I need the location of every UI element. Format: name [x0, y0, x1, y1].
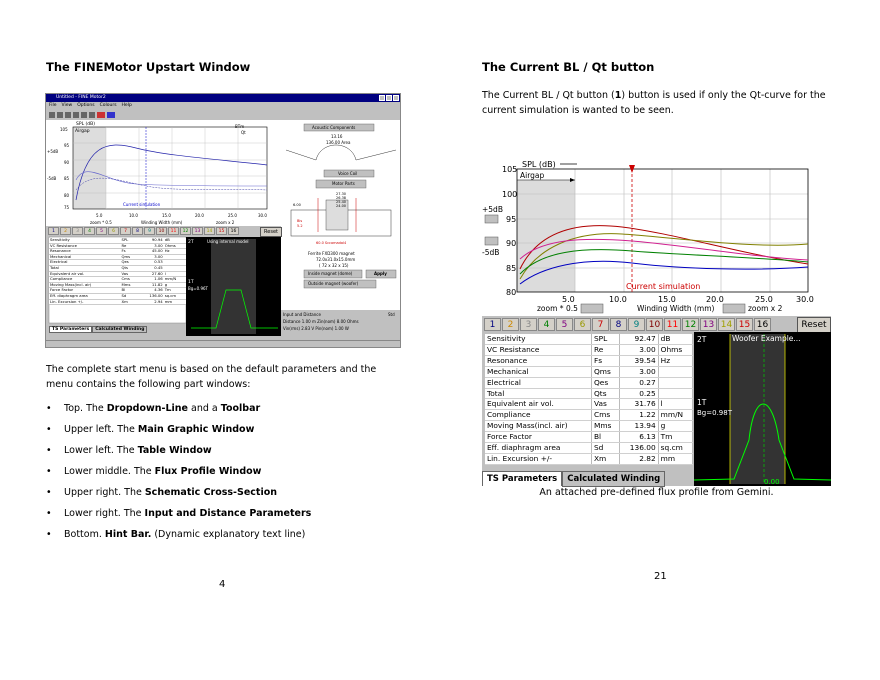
menu-file: File [49, 103, 57, 108]
mini-airgap-label: Airgap [75, 129, 90, 134]
x-tick-30: 30.0 [796, 295, 814, 304]
table-cell: Qms [591, 366, 619, 377]
zoom-double-label: zoom x 2 [748, 304, 783, 313]
mini-x-tick-6: 30.0 [258, 213, 267, 218]
table-cell: Cms [120, 277, 138, 283]
table-cell: Vas [120, 271, 138, 277]
table-cell: mm/N [658, 410, 692, 421]
mini-apply: Apply [374, 271, 387, 276]
table-cell: Sd [120, 293, 138, 299]
table-cell: Moving Mass(incl. air) [49, 282, 120, 288]
part-windows-list [46, 398, 416, 545]
table-row [485, 366, 693, 377]
bullet-text: Upper right. The [64, 487, 145, 498]
mini-number-bar [48, 227, 239, 235]
mini-legend-btm: BTm [235, 124, 245, 129]
table-cell: Bl [591, 432, 619, 443]
screenshot-toolbar [46, 110, 400, 120]
bullet-bold: Flux Profile Window [154, 466, 262, 477]
plus5db-button[interactable] [485, 215, 498, 223]
mini-y-tick-5: 80 [64, 193, 70, 198]
table-cell: Compliance [49, 277, 120, 283]
table-cell: Hz [658, 355, 692, 366]
flux-bottom-label: 0.00 [764, 478, 780, 486]
table-cell: Sensitivity [485, 334, 591, 344]
table-row [485, 432, 693, 443]
mini-x-tick-1: 5.0 [96, 213, 103, 218]
mini-flux-1t: 1T [188, 280, 194, 285]
bullet-bold: Hint Bar. [104, 529, 152, 540]
curve-number-button[interactable]: 15 [736, 318, 753, 331]
minus5db-label: -5dB [482, 248, 500, 257]
mini-legend-qt: Qt [241, 130, 246, 135]
plus5db-label: +5dB [482, 205, 503, 214]
table-cell: Cms [591, 410, 619, 421]
mini-dim-top: 13.16 [331, 134, 343, 139]
table-cell: Tm [658, 432, 692, 443]
table-cell: l [164, 271, 186, 277]
part-window-item [46, 524, 416, 545]
curve-number-button[interactable]: 7 [592, 318, 609, 331]
curve-number-button[interactable]: 5 [556, 318, 573, 331]
table-cell: l [658, 399, 692, 410]
bullet-text: Top. The [64, 403, 107, 414]
y-tick-95: 95 [506, 215, 517, 224]
table-cell: Ohms [164, 243, 186, 249]
part-window-item [46, 440, 416, 461]
mini-dim-left: 6.00 [293, 203, 301, 207]
table-cell: 0.45 [139, 265, 164, 271]
mini-red-2: 5.2 [297, 224, 303, 228]
table-cell: 13.94 [620, 421, 659, 432]
curve-number-button[interactable]: 2 [502, 318, 519, 331]
mini-number-button: 13 [192, 227, 203, 235]
finemotor-screenshot [45, 93, 401, 348]
mini-number-button: 15 [216, 227, 227, 235]
mini-distance: Distance 1.00 m Zin(nom) 8.00 Ohms [283, 319, 359, 324]
mini-voice-coil-btn: Voice Coil [338, 171, 358, 176]
mini-flux-bg: Bg=0.96T [188, 286, 208, 291]
mini-dim-3: 25.40 [336, 200, 347, 204]
table-cell: Fs [591, 355, 619, 366]
ts-table [485, 334, 693, 465]
y-tick-90: 90 [506, 239, 517, 248]
table-cell: 3.00 [620, 366, 659, 377]
curve-number-button[interactable]: 1 [484, 318, 501, 331]
mini-minus5: -5dB [47, 176, 57, 181]
mini-vin: Vin(rms) 2.83 V Pin(nom) 1.00 W [283, 326, 349, 331]
menu-help: Help [121, 103, 132, 108]
mini-zoom-right: zoom x 2 [216, 220, 235, 225]
table-cell: Qms [120, 254, 138, 260]
table-row [49, 299, 186, 305]
spl-graph-window [482, 159, 831, 316]
mini-x-tick-4: 20.0 [195, 213, 204, 218]
current-sim-label: Current simulation [626, 282, 701, 291]
y-tick-100: 100 [502, 190, 518, 199]
mini-y-tick-1: 105 [60, 127, 68, 132]
mini-x-tick-5: 25.0 [228, 213, 237, 218]
table-cell: sq.cm [164, 293, 186, 299]
table-cell: Mechanical [49, 254, 120, 260]
left-page-number: 4 [219, 579, 226, 590]
table-cell: Sensitivity [49, 238, 120, 243]
mini-ts-table [49, 238, 186, 305]
right-paragraph [482, 88, 837, 118]
table-cell: Hz [164, 249, 186, 255]
table-cell [658, 366, 692, 377]
table-cell: Bl [120, 288, 138, 294]
mini-acoustic-btn: Acoustic Components [312, 125, 356, 130]
table-cell: 92.47 [620, 334, 659, 344]
mini-magnet-2: 72.0x31.0x15.0mm [316, 257, 356, 262]
table-row [485, 421, 693, 432]
table-cell: VC Resistance [485, 344, 591, 355]
mini-tab-ts: TS Parameters [49, 326, 92, 333]
table-cell: Force Factor [49, 288, 120, 294]
screenshot-menubar [46, 102, 400, 110]
mini-tabs [49, 326, 147, 333]
mini-input-title: Input and Distance [283, 312, 321, 317]
right-heading: The Current BL / Qt button [482, 60, 655, 74]
table-cell: sq.cm [658, 443, 692, 454]
left-heading: The FINEMotor Upstart Window [46, 60, 251, 74]
table-cell: 90.94 [139, 238, 164, 243]
mini-zoom-left: zoom * 0.5 [90, 220, 112, 225]
table-cell: Re [591, 344, 619, 355]
table-cell [658, 377, 692, 388]
mini-number-button: 5 [96, 227, 107, 235]
table-cell: mm [658, 453, 692, 464]
table-cell: Ohms [658, 344, 692, 355]
ts-table-window [482, 332, 694, 486]
table-cell: SPL [591, 334, 619, 344]
x-tick-20: 20.0 [706, 295, 724, 304]
table-cell: 3.00 [139, 254, 164, 260]
mini-y-tick-2: 95 [64, 143, 70, 148]
table-cell: 0.27 [620, 377, 659, 388]
curve-number-button[interactable]: 12 [682, 318, 699, 331]
table-cell: mm/N [164, 277, 186, 283]
table-cell: Resonance [49, 249, 120, 255]
table-cell: 45.00 [139, 249, 164, 255]
x-tick-10: 10.0 [609, 295, 627, 304]
mini-inside-magnet: Inside magnet (dome) [308, 271, 353, 276]
mini-number-button: 8 [132, 227, 143, 235]
table-row [485, 399, 693, 410]
right-page-number: 21 [654, 571, 667, 582]
mini-red-1: Bis [297, 219, 303, 223]
table-cell: Moving Mass(incl. air) [485, 421, 591, 432]
table-row [485, 344, 693, 355]
mini-x-tick-2: 10.0 [129, 213, 138, 218]
x-tick-15: 15.0 [658, 295, 676, 304]
flux-1t-label: 1T [697, 398, 707, 407]
table-cell: Electrical [485, 377, 591, 388]
mini-motor-parts-btn: Motor Parts [332, 181, 355, 186]
table-cell: Total [49, 265, 120, 271]
zoom-half-button[interactable] [581, 304, 603, 313]
x-tick-25: 25.0 [755, 295, 773, 304]
table-cell: Lin. Excursion +/- [485, 453, 591, 464]
table-cell: 136.00 [620, 443, 659, 454]
table-cell: Fs [120, 249, 138, 255]
table-cell: Tm [164, 288, 186, 294]
window-controls [379, 95, 399, 101]
mini-plus5: +5dB [47, 149, 59, 154]
table-cell: Equivalent air vol. [485, 399, 591, 410]
table-cell: mm [164, 299, 186, 305]
mini-number-button: 12 [180, 227, 191, 235]
table-cell: 4.36 [139, 288, 164, 294]
y-tick-80: 80 [506, 288, 517, 297]
table-row [485, 410, 693, 421]
right-para-pre: The Current BL / Qt button ( [482, 90, 615, 101]
zoom-double-button[interactable] [723, 304, 745, 313]
mini-reset-button: Reset [260, 227, 282, 237]
curve-number-button[interactable]: 9 [628, 318, 645, 331]
table-cell: SPL [120, 238, 138, 243]
table-cell: Resonance [485, 355, 591, 366]
mini-flux-note: Using internal model [207, 239, 249, 244]
table-tabs [482, 471, 665, 486]
table-row [485, 443, 693, 454]
table-cell: g [164, 282, 186, 288]
table-cell: 2.82 [620, 453, 659, 464]
table-cell: Xm [591, 453, 619, 464]
mini-number-button: 3 [72, 227, 83, 235]
table-cell: Sd [591, 443, 619, 454]
airgap-label: Airgap [520, 171, 545, 180]
menu-view: View [61, 103, 73, 108]
mini-winding-width: Winding Width (mm) [141, 220, 183, 225]
curve-number-button[interactable]: 6 [574, 318, 591, 331]
mini-graph-title: SPL (dB) [76, 122, 95, 127]
bullet-text: Lower middle. The [64, 466, 155, 477]
figure-caption: An attached pre-defined flux profile from Gemini. [539, 487, 774, 498]
table-cell: 136.00 [139, 293, 164, 299]
mini-number-button: 10 [156, 227, 167, 235]
part-window-item [46, 419, 416, 440]
bullet-text: Upper left. The [64, 424, 138, 435]
part-window-item [46, 398, 416, 419]
curve-number-button[interactable]: 11 [664, 318, 681, 331]
menu-options: Options [77, 103, 95, 108]
bullet-bold: Input and Distance Parameters [144, 508, 312, 519]
table-cell: Lin. Excursion +/- [49, 299, 120, 305]
part-window-item [46, 482, 416, 503]
mini-y-tick-6: 75 [64, 205, 70, 210]
table-cell: Qts [120, 265, 138, 271]
reset-button[interactable]: Reset [797, 317, 831, 333]
table-cell: Qts [591, 388, 619, 399]
mini-red-3: 60.0 Sccomadal4 [316, 241, 347, 245]
curve-number-button[interactable]: 3 [520, 318, 537, 331]
table-cell: Electrical [49, 260, 120, 266]
curve-number-button[interactable]: 14 [718, 318, 735, 331]
mini-number-button: 14 [204, 227, 215, 235]
table-cell: Qes [591, 377, 619, 388]
curve-number-button[interactable]: 4 [538, 318, 555, 331]
bullet-text: Lower right. The [64, 508, 145, 519]
table-cell: 3.00 [620, 344, 659, 355]
table-row [485, 453, 693, 464]
winding-width-label: Winding Width (mm) [637, 304, 715, 313]
bullet-bold: Main Graphic Window [137, 424, 255, 435]
mini-input-std: Std [388, 312, 395, 317]
table-cell: 2.94 [139, 299, 164, 305]
table-cell: Vas [591, 399, 619, 410]
mini-dim-2: 26.38 [336, 196, 347, 200]
graph-title: SPL (dB) [522, 160, 556, 169]
mini-area: 136.00 Area [326, 140, 351, 145]
table-cell: Eff. diaphragm area [485, 443, 591, 454]
table-cell: Re [120, 243, 138, 249]
mini-dim-4: 24.00 [336, 204, 347, 208]
bullet-text: (Dynamic explanatory text line) [151, 529, 306, 540]
mini-number-button: 11 [168, 227, 179, 235]
screenshot-hintbar [46, 340, 400, 347]
x-tick-5: 5.0 [562, 295, 575, 304]
table-cell: 6.13 [620, 432, 659, 443]
bullet-bold: Dropdown-Line [106, 403, 188, 414]
bullet-text: Bottom. [64, 529, 105, 540]
table-cell: g [658, 421, 692, 432]
mini-number-button: 16 [228, 227, 239, 235]
table-cell: 0.25 [620, 388, 659, 399]
table-cell: Eff. diaphragm area [49, 293, 120, 299]
table-cell: 0.53 [139, 260, 164, 266]
zoom-half-label: zoom * 0.5 [537, 304, 578, 313]
mini-number-button: 7 [120, 227, 131, 235]
table-cell: Compliance [485, 410, 591, 421]
table-cell: 11.82 [139, 282, 164, 288]
bullet-bold: Toolbar [220, 403, 261, 414]
mini-number-button: 4 [84, 227, 95, 235]
curve-number-button[interactable]: 16 [754, 318, 771, 331]
flux-2t-label: 2T [697, 335, 707, 344]
menu-colours: Colours [99, 103, 117, 108]
mini-magnet-1: Ferrite FXD300 magnet [308, 251, 355, 256]
right-para-post: ) button is used if only the Qt-curve for the current simulation is wanted to be seen. [482, 90, 826, 116]
mini-number-button: 2 [60, 227, 71, 235]
y-tick-105: 105 [502, 165, 518, 174]
table-row [485, 377, 693, 388]
curve-number-bar [482, 316, 831, 332]
mini-outside-magnet: Outside magnet (woofer) [308, 281, 359, 286]
curve-number-button[interactable]: 10 [646, 318, 663, 331]
table-cell: 3.00 [139, 243, 164, 249]
table-cell: 31.76 [620, 399, 659, 410]
y-tick-85: 85 [506, 264, 517, 273]
table-cell: Mms [120, 282, 138, 288]
table-cell: Equivalent air vol. [49, 271, 120, 277]
part-window-item [46, 461, 416, 482]
mini-magnet-3: ( 72 x 32 x 15) [319, 263, 349, 268]
bullet-text: Lower left. The [64, 445, 138, 456]
mini-flux-2t: 2T [188, 240, 194, 245]
mini-current-sim-label: Current simulation [123, 202, 161, 207]
table-row [485, 355, 693, 366]
table-cell: dB [658, 334, 692, 344]
right-para-bold: 1 [614, 90, 622, 101]
mini-y-tick-4: 85 [64, 176, 70, 181]
table-cell: 39.54 [620, 355, 659, 366]
mini-y-tick-3: 90 [64, 160, 70, 165]
flux-profile-window [694, 332, 831, 486]
mini-dim-1: 27.30 [336, 192, 347, 196]
left-paragraph: The complete start menu is based on the default parameters and the menu contains the following part windows: [46, 364, 377, 390]
bullet-bold: Schematic Cross-Section [144, 487, 278, 498]
screenshot-titlebar: Untitled - FINE Motor2 [46, 94, 400, 102]
table-cell: Mms [591, 421, 619, 432]
table-cell: 1.22 [620, 410, 659, 421]
table-cell: Qes [120, 260, 138, 266]
table-cell: Mechanical [485, 366, 591, 377]
table-cell [658, 388, 692, 399]
minus5db-button[interactable] [485, 237, 498, 245]
mini-tab-winding: Calculated Winding [92, 326, 147, 333]
table-cell: VC Resistance [49, 243, 120, 249]
flux-bg-label: Bg=0.98T [697, 409, 732, 417]
mini-number-button: 6 [108, 227, 119, 235]
mini-x-tick-3: 15.0 [162, 213, 171, 218]
bullet-text: and a [188, 403, 221, 414]
curve-number-button[interactable]: 8 [610, 318, 627, 331]
bullet-bold: Table Window [137, 445, 212, 456]
table-row [485, 334, 693, 344]
tab-calculated-winding[interactable]: Calculated Winding [562, 471, 665, 487]
curve-number-button[interactable]: 13 [700, 318, 717, 331]
table-cell: Total [485, 388, 591, 399]
table-cell: Xm [120, 299, 138, 305]
tab-ts-parameters[interactable]: TS Parameters [482, 471, 562, 486]
mini-number-button: 9 [144, 227, 155, 235]
flux-title: Woofer Example... [732, 334, 801, 343]
table-cell: dB [164, 238, 186, 243]
mini-number-button: 1 [48, 227, 59, 235]
table-cell: Force Factor [485, 432, 591, 443]
table-row [485, 388, 693, 399]
part-window-item [46, 503, 416, 524]
table-cell: 27.60 [139, 271, 164, 277]
table-cell: 1.06 [139, 277, 164, 283]
